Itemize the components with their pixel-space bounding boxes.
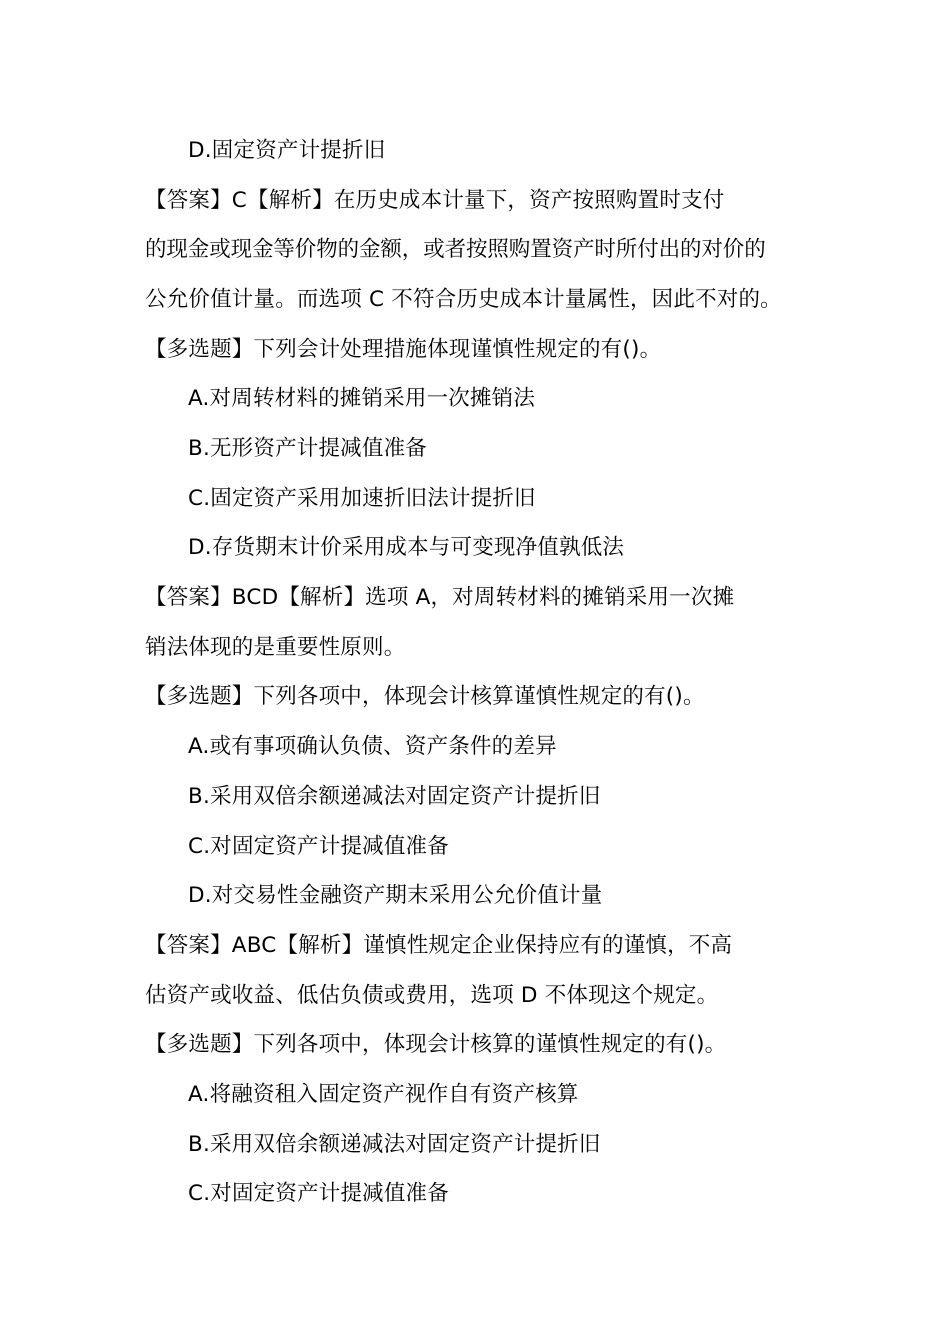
option-text: B.采用双倍余额递减法对固定资产计提折旧 xyxy=(188,784,601,809)
option-text: A.对周转材料的摊销采用一次摊销法 xyxy=(188,386,536,411)
option-text: C.对固定资产计提减值准备 xyxy=(188,834,449,859)
option-text: A.或有事项确认负债、资产条件的差异 xyxy=(188,734,557,759)
answer-paragraph: 销法体现的是重要性原则。 xyxy=(145,635,406,660)
question-heading: 【多选题】下列各项中，体现会计核算的谨慎性规定的有()。 xyxy=(145,1032,727,1057)
answer-paragraph: 公允价值计量。而选项 C 不符合历史成本计量属性，因此不对的。 xyxy=(145,287,782,312)
option-text: A.将融资租入固定资产视作自有资产核算 xyxy=(188,1082,579,1107)
option-text: C.对固定资产计提减值准备 xyxy=(188,1181,449,1206)
question-heading: 【多选题】下列会计处理措施体现谨慎性规定的有()。 xyxy=(145,337,662,362)
option-text: D.固定资产计提折旧 xyxy=(188,138,386,163)
option-text: C.固定资产采用加速折旧法计提折旧 xyxy=(188,486,536,511)
answer-paragraph: 估资产或收益、低估负债或费用，选项 D 不体现这个规定。 xyxy=(145,983,719,1008)
option-text: D.存货期末计价采用成本与可变现净值孰低法 xyxy=(188,535,625,560)
option-text: B.无形资产计提减值准备 xyxy=(188,436,427,461)
answer-paragraph: 的现金或现金等价物的金额，或者按照购置资产时所付出的对价的 xyxy=(145,237,766,262)
answer-paragraph: 【答案】BCD【解析】选项 A，对周转材料的摊销采用一次摊 xyxy=(145,585,735,610)
answer-paragraph: 【答案】C【解析】在历史成本计量下，资产按照购置时支付 xyxy=(145,188,725,213)
option-text: B.采用双倍余额递减法对固定资产计提折旧 xyxy=(188,1132,601,1157)
answer-paragraph: 【答案】ABC【解析】谨慎性规定企业保持应有的谨慎，不高 xyxy=(145,933,733,958)
option-text: D.对交易性金融资产期末采用公允价值计量 xyxy=(188,883,603,908)
question-heading: 【多选题】下列各项中，体现会计核算谨慎性规定的有()。 xyxy=(145,684,705,709)
